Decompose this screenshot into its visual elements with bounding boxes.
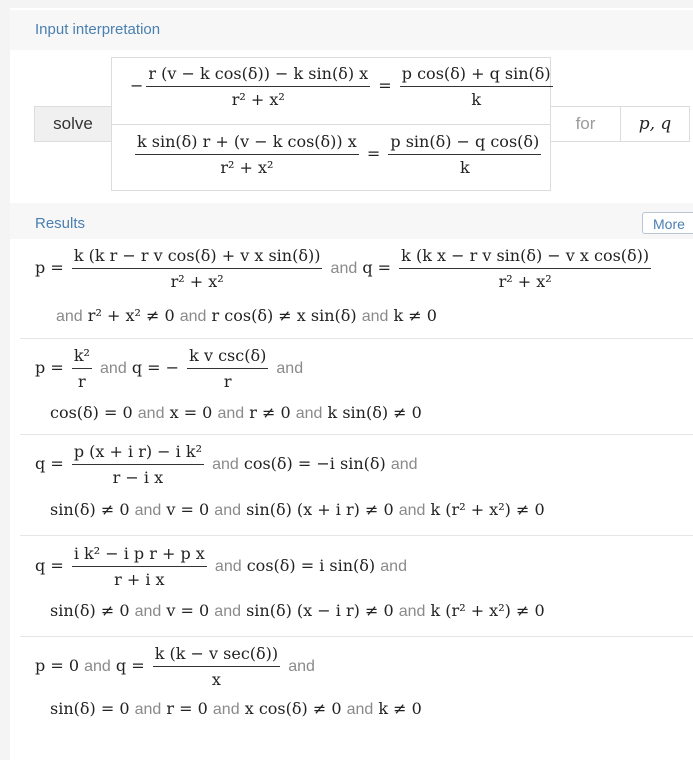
result-5-conditions (50, 699, 422, 719)
more-button[interactable]: More (642, 212, 693, 234)
equation-1 (130, 64, 556, 109)
q-equals: q = (35, 454, 64, 473)
result-divider (20, 636, 693, 637)
results-panel (10, 8, 693, 760)
and-keyword: and (212, 456, 239, 473)
condition: cos(δ) = −i sin(δ) (243, 454, 386, 473)
condition: k sin(δ) ≠ 0 (327, 403, 422, 422)
r3-q-numerator: p (x + i r) − i k² (73, 442, 202, 461)
condition: k (r² + x²) ≠ 0 (430, 601, 545, 620)
variables-cell: p, q (620, 106, 690, 142)
results-title: Results (35, 215, 86, 232)
solve-cell: solve (34, 106, 112, 142)
r1-p-numerator: k (k r − r v cos(δ) + v x sin(δ)) (73, 246, 321, 265)
results-header (10, 203, 693, 239)
condition: x = 0 (169, 403, 213, 422)
and-keyword: and (214, 502, 241, 519)
result-2-conditions (50, 403, 422, 423)
eq1-lhs-denominator: r² + x² (146, 86, 370, 109)
eq2-rhs-numerator: p sin(δ) − q cos(δ) (390, 132, 540, 151)
and-keyword: and (214, 603, 241, 620)
result-divider (20, 434, 693, 435)
condition: sin(δ) (x − i r) ≠ 0 (246, 601, 394, 620)
and-keyword: and (56, 308, 83, 325)
condition: sin(δ) ≠ 0 (50, 601, 130, 620)
p-equals: p = (35, 358, 64, 377)
and-keyword: and (134, 701, 162, 718)
result-4-conditions (50, 601, 545, 621)
eq2-lhs-denominator: r² + x² (135, 154, 359, 177)
and-keyword: and (288, 658, 315, 675)
q-equals: q = (115, 656, 145, 675)
condition: k ≠ 0 (378, 699, 422, 718)
and-keyword: and (84, 658, 111, 675)
condition: sin(δ) ≠ 0 (50, 500, 130, 519)
equations-box (111, 57, 551, 191)
condition: k ≠ 0 (393, 306, 437, 325)
and-keyword: and (217, 405, 245, 422)
r1-p-denominator: r² + x² (72, 268, 323, 291)
and-keyword: and (100, 360, 127, 377)
equals-sign: = (378, 76, 392, 95)
p-equals: p = (35, 258, 64, 277)
input-interpretation-header (10, 10, 693, 50)
and-keyword: and (346, 701, 374, 718)
and-keyword: and (276, 360, 304, 377)
q-equals: q = − (131, 358, 180, 377)
result-2-line-1 (35, 346, 303, 391)
eq1-rhs-numerator: p cos(δ) + q sin(δ) (401, 64, 551, 83)
q-equals: q = (362, 258, 392, 277)
condition: r² + x² ≠ 0 (87, 306, 175, 325)
eq1-lhs-numerator: r (v − k cos(δ)) − k sin(δ) x (148, 64, 369, 83)
r5-q-denominator: x (153, 666, 280, 689)
and-keyword: and (134, 603, 162, 620)
result-1-conditions (56, 306, 437, 326)
condition: sin(δ) (x + i r) ≠ 0 (246, 500, 394, 519)
p-equals-zero: p = 0 (35, 656, 79, 675)
r2-p-numerator: k² (73, 346, 90, 365)
r2-p-denominator: r (72, 368, 92, 391)
condition: v = 0 (166, 601, 210, 620)
condition: x cos(δ) ≠ 0 (244, 699, 342, 718)
result-divider (20, 338, 693, 339)
r4-q-denominator: r + i x (72, 566, 207, 589)
eq2-rhs-denominator: k (388, 154, 541, 177)
equation-2 (132, 132, 544, 177)
and-keyword: and (398, 603, 426, 620)
result-5-line-1 (35, 644, 315, 689)
condition: r cos(δ) ≠ x sin(δ) (211, 306, 357, 325)
and-keyword: and (212, 701, 240, 718)
condition: r ≠ 0 (249, 403, 291, 422)
r4-q-numerator: i k² − i p r + p x (73, 544, 205, 563)
r1-q-numerator: k (k x − r v sin(δ) − v x cos(δ)) (401, 246, 650, 265)
and-keyword: and (214, 558, 242, 575)
r3-q-denominator: r − i x (72, 464, 204, 487)
condition: v = 0 (166, 500, 210, 519)
condition: sin(δ) = 0 (50, 699, 130, 718)
equals-sign: = (366, 144, 381, 163)
eq1-rhs-denominator: k (400, 86, 553, 109)
condition: cos(δ) = i sin(δ) (246, 556, 376, 575)
minus-sign: − (130, 76, 144, 95)
and-keyword: and (137, 405, 165, 422)
result-divider (20, 535, 693, 536)
equation-divider (112, 124, 550, 125)
for-cell: for (550, 106, 621, 142)
result-1-line-1 (35, 246, 654, 291)
and-keyword: and (330, 260, 358, 277)
condition: k (r² + x²) ≠ 0 (430, 500, 545, 519)
result-3-conditions (50, 500, 545, 520)
condition: cos(δ) = 0 (50, 403, 133, 422)
r2-q-numerator: k v csc(δ) (189, 346, 267, 365)
input-interpretation-title: Input interpretation (35, 21, 161, 38)
and-keyword: and (390, 456, 418, 473)
and-keyword: and (134, 502, 162, 519)
and-keyword: and (398, 502, 426, 519)
condition: r = 0 (166, 699, 208, 718)
r1-q-denominator: r² + x² (399, 268, 651, 291)
and-keyword: and (295, 405, 323, 422)
and-keyword: and (179, 308, 207, 325)
r2-q-denominator: r (187, 368, 268, 391)
r5-q-numerator: k (k − v sec(δ)) (154, 644, 279, 663)
result-4-line-1 (35, 544, 407, 589)
result-3-line-1 (35, 442, 418, 487)
and-keyword: and (361, 308, 389, 325)
eq2-lhs-numerator: k sin(δ) r + (v − k cos(δ)) x (137, 132, 357, 151)
and-keyword: and (380, 558, 407, 575)
q-equals: q = (35, 556, 64, 575)
